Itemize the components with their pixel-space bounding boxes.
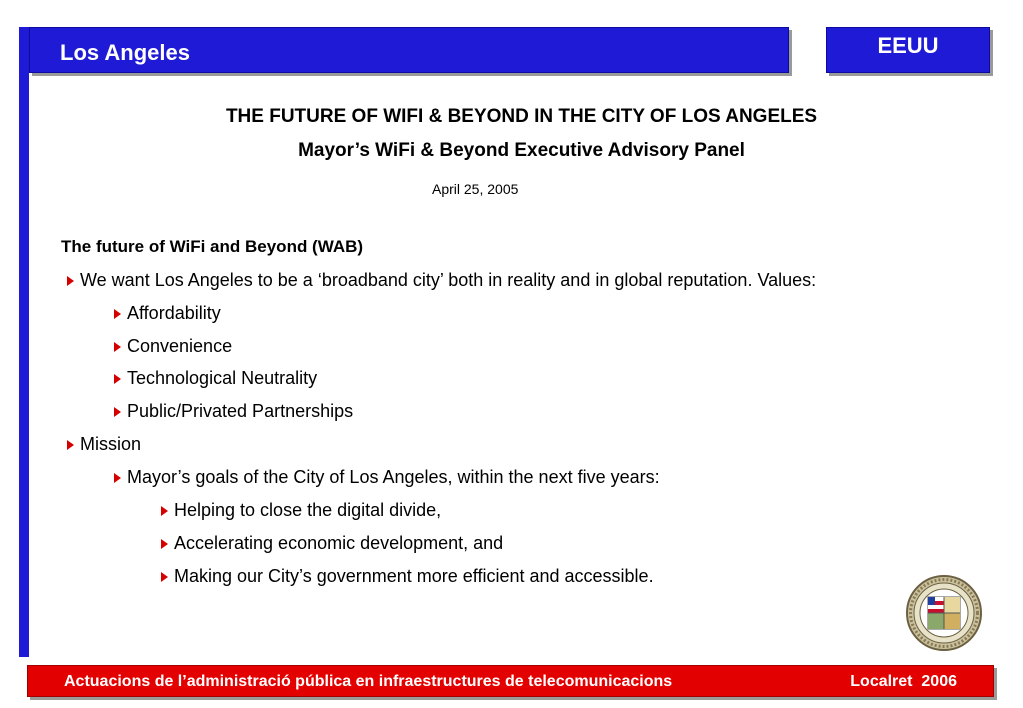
list-item-text: Public/Privated Partnerships — [127, 401, 354, 421]
list-item-text: Making our City’s government more efficient and accessible. — [174, 566, 654, 586]
date-line: April 25, 2005 — [432, 181, 519, 197]
list-item — [114, 336, 232, 357]
list-item — [161, 566, 654, 587]
red-triangle-bullet-icon — [161, 539, 168, 549]
list-item-text: Technological Neutrality — [127, 368, 318, 388]
country-badge — [826, 27, 990, 73]
red-triangle-bullet-icon — [114, 374, 121, 384]
red-triangle-bullet-icon — [114, 473, 121, 483]
sub-title: Mayor’s WiFi & Beyond Executive Advisory Panel — [298, 140, 745, 161]
red-triangle-bullet-icon — [114, 309, 121, 319]
red-triangle-bullet-icon — [161, 572, 168, 582]
main-title: THE FUTURE OF WIFI & BEYOND IN THE CITY OF LOS ANGELES — [225, 106, 818, 127]
list-item-text: Accelerating economic development, and — [174, 533, 504, 553]
footer-caption: Actuacions de l’administració pública en infraestructures de telecomunicacions — [64, 673, 673, 690]
section-heading: The future of WiFi and Beyond (WAB) — [61, 237, 364, 256]
list-item — [114, 303, 221, 324]
footer-bar — [27, 665, 994, 697]
list-item — [114, 401, 353, 422]
red-triangle-bullet-icon — [114, 407, 121, 417]
red-triangle-bullet-icon — [67, 440, 74, 450]
footer-event: Localret 2006 — [850, 673, 957, 690]
list-item — [161, 500, 441, 521]
header-title: Los Angeles — [60, 40, 190, 65]
header-bar — [29, 27, 789, 73]
list-item-text: Mission — [80, 434, 142, 454]
list-item-text: Affordability — [127, 303, 221, 323]
list-item — [67, 270, 816, 291]
list-item-text: Helping to close the digital divide, — [174, 500, 442, 520]
list-item — [67, 434, 141, 455]
list-item-text: We want Los Angeles to be a ‘broadband city’ both in reality and in global reputation. Values: — [80, 270, 817, 290]
list-item — [114, 368, 317, 389]
list-item-text: Mayor’s goals of the City of Los Angeles, within the next five years: — [127, 467, 660, 487]
list-item — [114, 467, 660, 488]
red-triangle-bullet-icon — [161, 506, 168, 516]
red-triangle-bullet-icon — [114, 342, 121, 352]
country-label: EEUU — [877, 33, 939, 58]
red-triangle-bullet-icon — [67, 276, 74, 286]
list-item-text: Convenience — [127, 336, 233, 356]
city-seal-icon — [906, 575, 982, 651]
list-item — [161, 533, 503, 554]
